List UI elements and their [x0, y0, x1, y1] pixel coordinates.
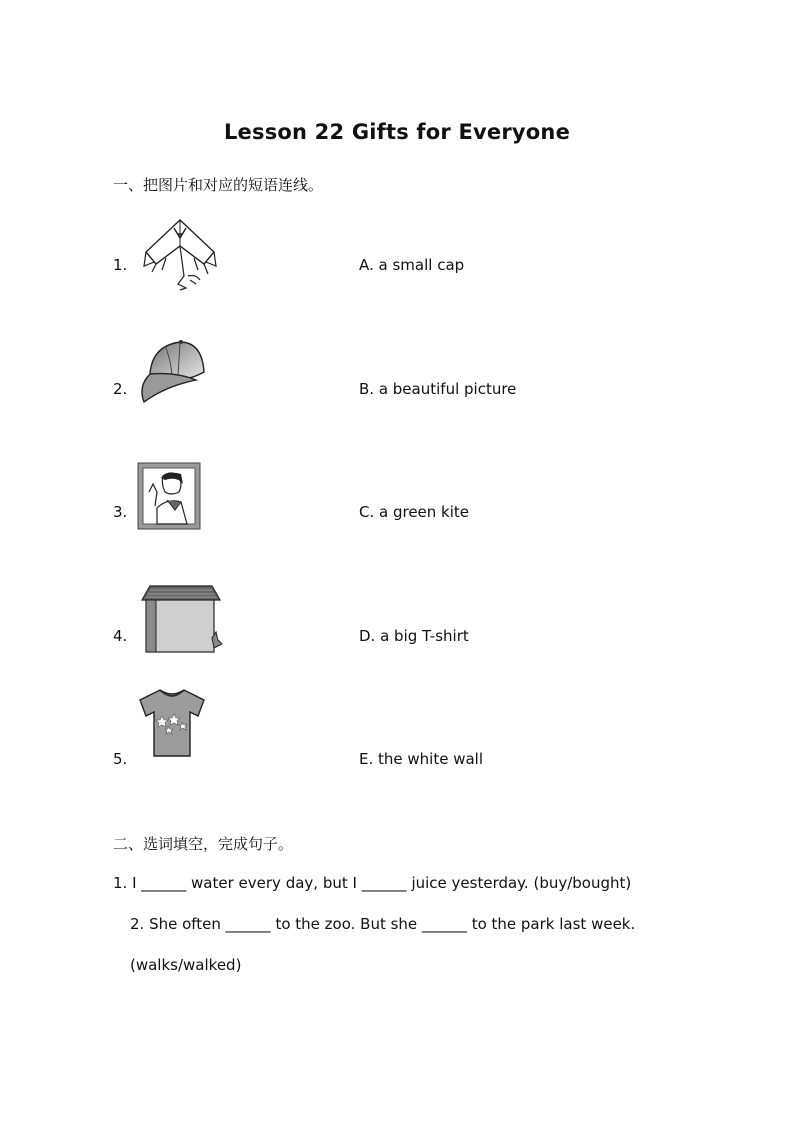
option-e: E. the white wall	[359, 750, 484, 768]
item-number: 4.	[113, 627, 128, 645]
tshirt-icon	[138, 686, 206, 758]
question-1: 1. I ______ water every day, but I ______ juice yesterday. (buy/bought)	[113, 874, 632, 892]
kite-icon	[140, 218, 220, 292]
item-number: 1.	[113, 256, 128, 274]
picture-frame-icon	[137, 462, 201, 530]
item-number: 5.	[113, 750, 128, 768]
page-title: Lesson 22 Gifts for Everyone	[223, 120, 571, 144]
item-number: 3.	[113, 503, 128, 521]
section2-heading: 二、选词填空，完成句子。	[113, 835, 294, 853]
option-a: A. a small cap	[359, 256, 465, 274]
section1-heading: 一、把图片和对应的短语连线。	[113, 176, 324, 194]
option-c: C. a green kite	[359, 503, 470, 521]
option-b: B. a beautiful picture	[359, 380, 517, 398]
cap-icon	[136, 336, 208, 408]
question-2: 2. She often ______ to the zoo. But she ______ to the park last week.	[130, 915, 636, 933]
question-2-options: (walks/walked)	[130, 956, 242, 974]
option-d: D. a big T-shirt	[359, 627, 469, 645]
wall-icon	[140, 584, 224, 654]
item-number: 2.	[113, 380, 128, 398]
